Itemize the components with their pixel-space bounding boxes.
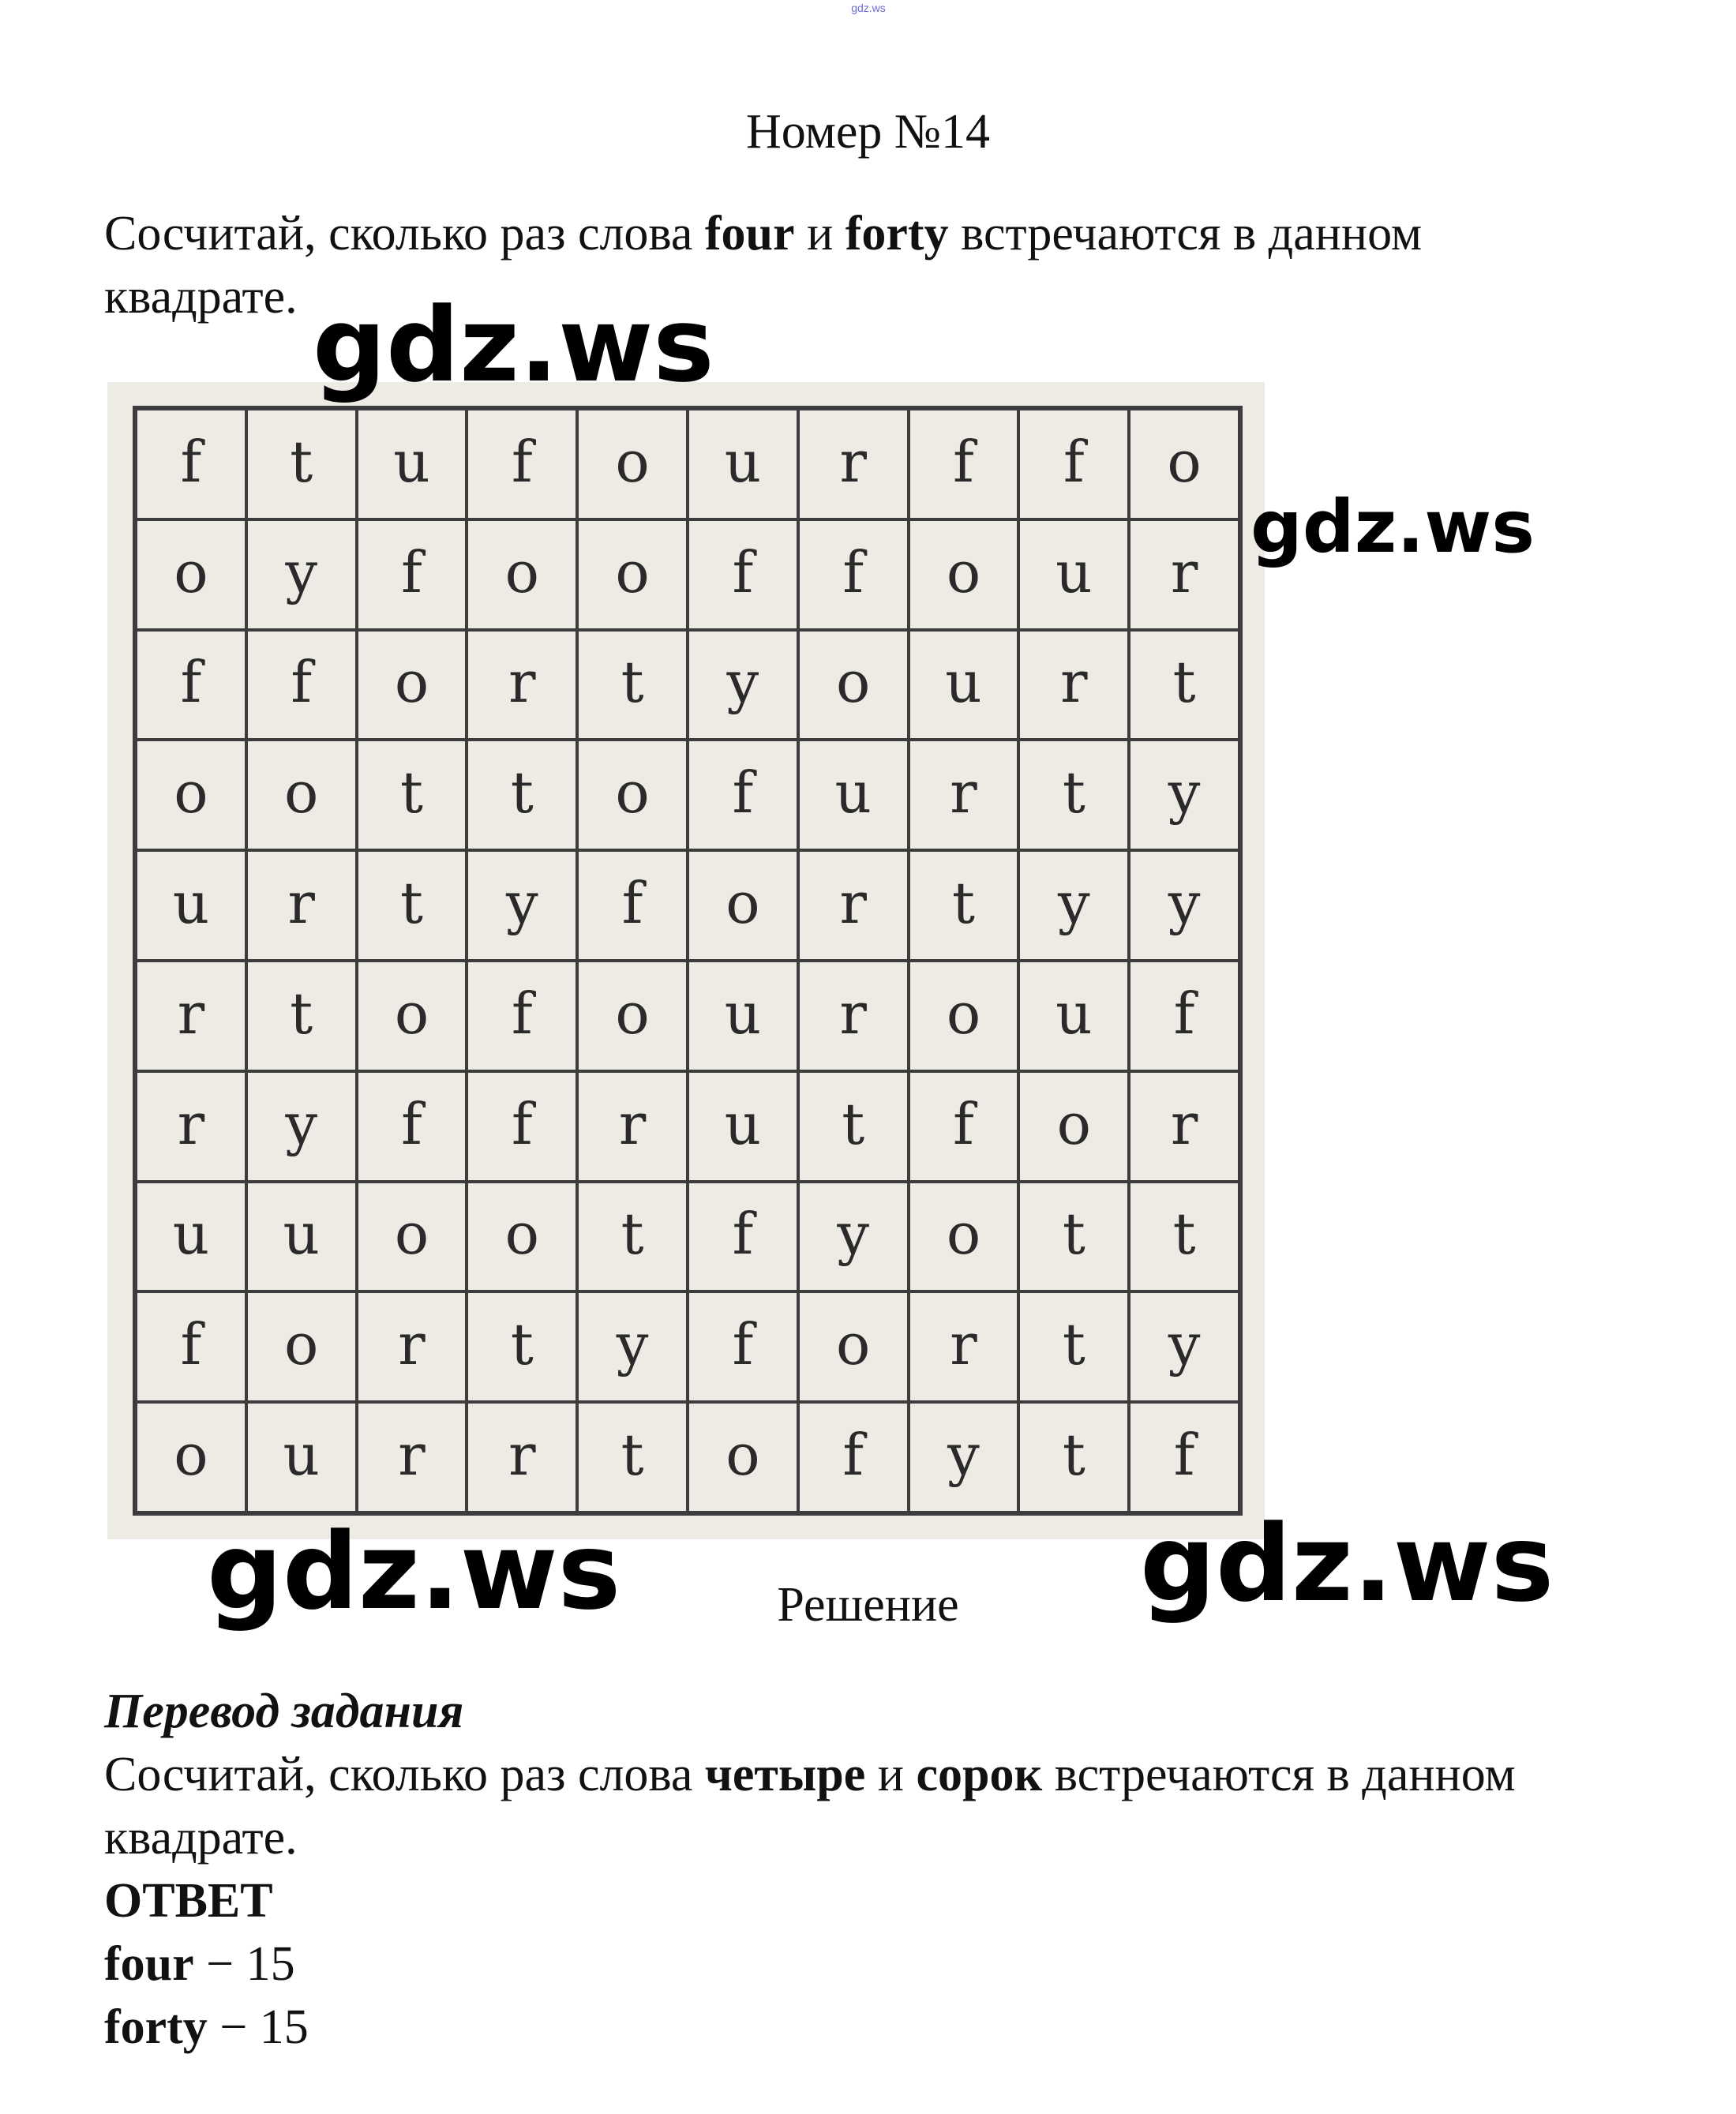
page-title: Номер №14 [745,105,990,159]
grid-cell: u [246,1182,357,1292]
grid-cell: t [246,961,357,1071]
grid-cell: r [909,740,1019,850]
grid-cell: y [577,1291,688,1402]
grid-cell: o [136,740,246,850]
grid-cell: t [357,850,467,961]
grid-cell: u [1018,961,1129,1071]
grid-cell: u [136,850,246,961]
grid-cell: y [246,519,357,630]
grid-cell: r [577,1071,688,1182]
answer-line [104,1932,1644,1996]
grid-cell: y [798,1182,909,1292]
grid-cell: f [909,409,1019,519]
grid-cell: t [1018,1291,1129,1402]
translation-word-four: четыре [704,1748,866,1801]
grid-cell: u [909,630,1019,740]
grid-cell: u [798,740,909,850]
grid-cell: r [909,1291,1019,1402]
grid-cell: r [798,850,909,961]
grid-cell: o [357,961,467,1071]
grid-cell: y [1129,740,1239,850]
answer-count: 15 [246,1937,295,1991]
task-text-pre: Сосчитай, сколько раз слова [104,207,705,261]
grid-cell: r [136,1071,246,1182]
translation-text [104,1743,1644,1869]
translation-pre: Сосчитай, сколько раз слова [104,1748,705,1801]
grid-cell: o [798,630,909,740]
site-mark: gdz.ws [851,2,886,14]
solution-label: Решение [777,1578,959,1632]
grid-cell: t [467,1291,577,1402]
grid-cell: y [909,1402,1019,1512]
grid-cell: f [136,409,246,519]
grid-cell: f [357,1071,467,1182]
grid-cell: r [136,961,246,1071]
grid-cell: o [357,1182,467,1292]
grid-cell: f [577,850,688,961]
grid-cell: t [1129,1182,1239,1292]
grid-cell: f [136,1291,246,1402]
grid-cell: o [1018,1071,1129,1182]
grid-cell: y [1018,850,1129,961]
task-word-four: four [704,207,795,261]
grid-cell: f [1129,961,1239,1071]
grid-cell: o [577,409,688,519]
grid-cell: o [246,1291,357,1402]
grid-cell: r [467,1402,577,1512]
grid-cell: f [798,519,909,630]
grid-cell: t [577,630,688,740]
answer-sep: − [193,1937,246,1991]
grid-cell: u [688,961,798,1071]
grid-cell: o [467,519,577,630]
grid-cell: f [246,630,357,740]
answer-heading: ОТВЕТ [104,1874,273,1928]
answer-word: four [104,1937,194,1991]
translation-post: встречаются в данном квадрате. [104,1748,1516,1865]
grid-cell: o [577,961,688,1071]
grid-cell: r [1018,630,1129,740]
grid-cell: o [136,1402,246,1512]
watermark: gdz.ws [1250,485,1535,569]
grid-cell: f [136,630,246,740]
grid-cell: r [467,630,577,740]
grid-cell: r [357,1291,467,1402]
grid-cell: f [467,409,577,519]
grid-cell: f [688,1182,798,1292]
grid-cell: f [688,1291,798,1402]
grid-cell: o [798,1291,909,1402]
grid-cell: o [688,850,798,961]
grid-cell: t [467,740,577,850]
grid-cell: r [798,409,909,519]
grid-cell: r [798,961,909,1071]
translation-heading: Перевод задания [104,1685,464,1738]
task-word-forty: forty [845,207,949,261]
translation-word-forty: сорок [916,1748,1043,1801]
grid-cell: f [798,1402,909,1512]
grid-cell: r [246,850,357,961]
grid-cell: y [1129,850,1239,961]
grid-cell: t [798,1071,909,1182]
grid-cell: t [909,850,1019,961]
grid-cell: t [246,409,357,519]
grid-cell: y [688,630,798,740]
grid-cell: y [467,850,577,961]
grid-cell: t [1018,1402,1129,1512]
grid-cell: u [688,409,798,519]
grid-cell: o [909,1182,1019,1292]
grid-cell: u [688,1071,798,1182]
grid-cell: t [1129,630,1239,740]
grid-cell: f [467,1071,577,1182]
grid-cell: o [577,740,688,850]
task-text-mid: и [794,207,846,261]
task-text-post: встречаются в данном квадрате. [104,207,1423,324]
grid-cell: u [357,409,467,519]
translation-mid: и [865,1748,917,1801]
grid-cell: y [246,1071,357,1182]
letter-grid [133,406,1243,1516]
grid-cell: u [136,1182,246,1292]
watermark: gdz.ws [1140,1502,1554,1625]
grid-cell: f [1018,409,1129,519]
answer-word: forty [104,2000,208,2054]
grid-cell: o [467,1182,577,1292]
grid-cell: r [1129,519,1239,630]
grid-cell: t [1018,740,1129,850]
grid-cell: f [467,961,577,1071]
grid-cell: f [357,519,467,630]
grid-cell: o [688,1402,798,1512]
grid-cell: o [1129,409,1239,519]
grid-cell: r [357,1402,467,1512]
answer-count: 15 [259,2000,309,2054]
grid-cell: f [688,740,798,850]
grid-cell: o [357,630,467,740]
watermark: gdz.ws [207,1510,621,1633]
grid-cell: t [577,1182,688,1292]
grid-cell: t [357,740,467,850]
grid-cell: t [1018,1182,1129,1292]
grid-cell: o [577,519,688,630]
grid-cell: r [1129,1071,1239,1182]
grid-cell: y [1129,1291,1239,1402]
grid-cell: t [577,1402,688,1512]
answer-line [104,1996,1644,2059]
grid-cell: o [909,961,1019,1071]
grid-cell: o [136,519,246,630]
grid-cell: u [246,1402,357,1512]
grid-cell: f [688,519,798,630]
watermark: gdz.ws [313,285,714,405]
grid-cell: o [909,519,1019,630]
grid-cell: u [1018,519,1129,630]
grid-cell: f [1129,1402,1239,1512]
answer-sep: − [207,2000,260,2054]
grid-cell: f [909,1071,1019,1182]
grid-cell: o [246,740,357,850]
